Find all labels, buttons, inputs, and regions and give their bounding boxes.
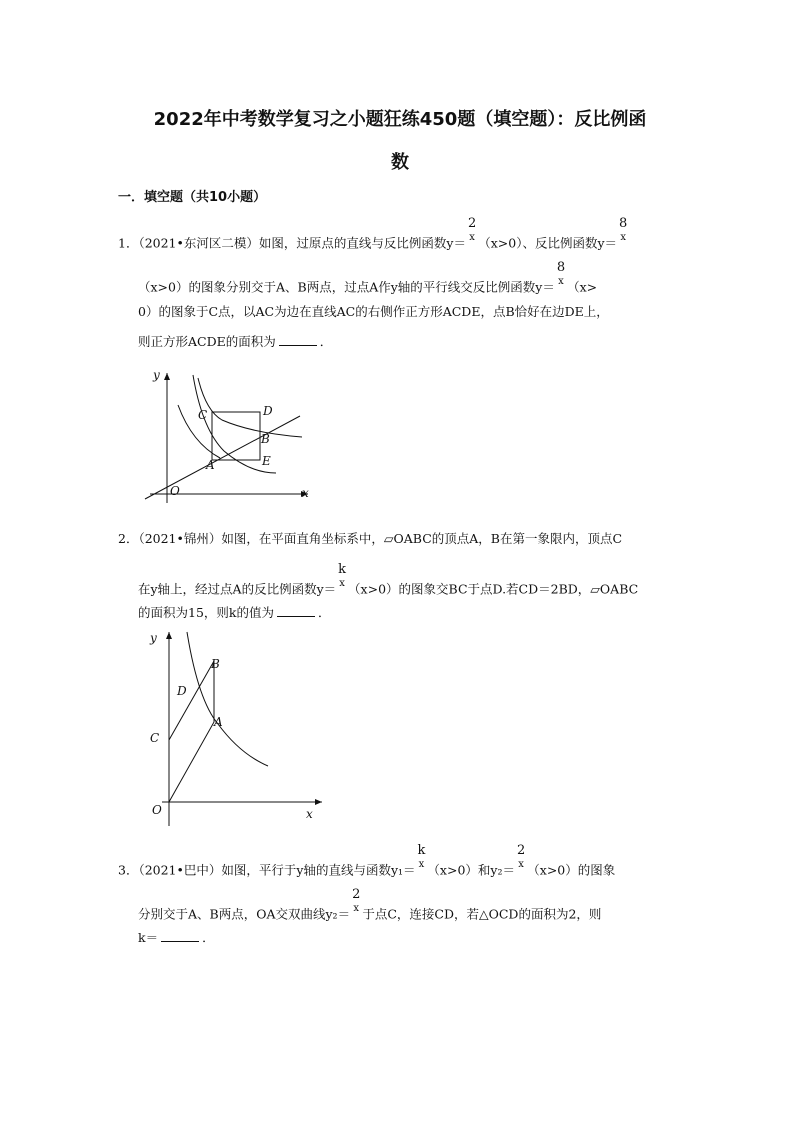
q2-line1: 2．（2021•锦州）如图，在平面直角坐标系中，▱OABC的顶点A，B在第一象限内，顶点C — [118, 531, 623, 546]
q1-text-a: 1．（2021•东河区二模）如图，过原点的直线与反比例函数 — [118, 235, 447, 251]
q1-label-A: A — [206, 458, 215, 472]
q1-line1 — [118, 216, 629, 256]
q1-frac3-num: 8 — [556, 260, 566, 275]
q3-y2eq: y₂＝ — [490, 862, 515, 878]
q2-side-OA — [169, 722, 214, 802]
q1-y-arrow — [164, 373, 170, 380]
q1-yeq: y＝ — [446, 235, 466, 251]
q1-label-x: x — [302, 486, 309, 500]
q2-frac — [338, 562, 347, 602]
q2-text-d: ． — [317, 605, 331, 620]
q1-frac3 — [556, 260, 566, 300]
q2-label-A: A — [214, 715, 223, 729]
q3-frac3-num: 2 — [352, 887, 361, 902]
q3-y1eq: y₁＝ — [390, 862, 416, 878]
q1-frac1 — [467, 216, 477, 256]
q1-label-D: D — [263, 404, 273, 418]
q2-line3 — [138, 605, 331, 621]
q1-line3: 0）的图象于C点，以AC为边在直线AC的右侧作正方形ACDE，点B恰好在边DE上， — [138, 304, 609, 319]
q2-text-b: （x>0）的图象交BC于点D.若CD＝2BD，▱OABC — [348, 581, 639, 597]
page-title: 2022年中考数学复习之小题狂练450题（填空题）：反比例函 — [153, 109, 647, 130]
q1-label-C: C — [198, 408, 208, 422]
q2-label-B: B — [211, 657, 220, 671]
q1-text-e: 则正方形ACDE的面积为 — [138, 334, 276, 349]
q2-x-arrow — [315, 799, 322, 805]
q3-frac2-den: x — [518, 859, 524, 870]
q3-frac3-den: x — [353, 903, 360, 914]
q1-figure — [140, 365, 320, 505]
q1-frac3-den: x — [558, 276, 564, 287]
page-title-cont: 数 — [391, 152, 409, 173]
q2-label-O: O — [152, 803, 162, 817]
q3-frac1-den: x — [418, 859, 425, 870]
q1-label-E: E — [262, 454, 271, 468]
q3-frac2-num: 2 — [516, 843, 526, 858]
q3-line2 — [138, 887, 602, 927]
section-heading: 一．填空题（共10小题） — [118, 190, 267, 205]
q3-y2eq-b: y₂＝ — [325, 906, 351, 922]
q2-y-arrow — [166, 632, 172, 639]
q1-label-B: B — [261, 432, 270, 446]
q3-text-b: （x>0）和 — [427, 862, 491, 878]
q1-square-ACDE — [212, 412, 260, 460]
q1-text-b: （x>0）、反比例函数 — [478, 235, 598, 251]
q1-text-f: ． — [319, 334, 333, 349]
q3-frac1-num: k — [417, 843, 426, 858]
q1-line2 — [138, 260, 598, 300]
q2-answer-blank[interactable] — [277, 616, 315, 617]
q1-frac2 — [619, 216, 628, 256]
q3-text-e: 于点C，连接CD，若△OCD的面积为2，则 — [362, 906, 602, 922]
q2-text-c: 的面积为15，则k的值为 — [138, 605, 274, 620]
q1-frac2-num: 8 — [619, 216, 628, 231]
q1-line-through-origin — [145, 416, 300, 499]
q3-frac2 — [516, 843, 526, 883]
q1-label-O: O — [170, 484, 180, 498]
q2-line2 — [138, 562, 639, 602]
q3-frac3 — [352, 887, 361, 927]
q2-side-BC — [169, 661, 214, 740]
q2-label-x: x — [306, 807, 313, 821]
q2-label-y: y — [150, 631, 157, 645]
q3-text-f: k＝ — [138, 930, 159, 945]
q2-hyperbola — [187, 632, 268, 766]
q3-text-c: （x>0）的图象 — [527, 862, 616, 878]
q3-answer-blank[interactable] — [161, 941, 199, 942]
q3-text-d: 分别交于A、B两点，OA交双曲线 — [138, 906, 326, 922]
q3-text-g: ． — [202, 930, 215, 945]
q2-frac-den: x — [339, 578, 345, 589]
q1-frac1-den: x — [469, 232, 475, 243]
q1-text-d: （x> — [567, 279, 598, 295]
q1-label-y: y — [153, 368, 160, 382]
q2-text-a: 在y轴上，经过点A的反比例函数 — [138, 581, 317, 597]
q2-yeq: y＝ — [316, 581, 337, 597]
q3-frac1 — [417, 843, 426, 883]
q2-figure — [140, 628, 330, 828]
q1-yeq2: y＝ — [597, 235, 618, 251]
q1-yeq3: y＝ — [535, 279, 555, 295]
q2-label-D: D — [177, 684, 187, 698]
q2-frac-num: k — [338, 562, 347, 577]
q1-line4 — [138, 334, 332, 350]
q3-line3 — [138, 930, 215, 946]
q1-answer-blank[interactable] — [279, 345, 317, 346]
q1-frac1-num: 2 — [467, 216, 477, 231]
q1-frac2-den: x — [620, 232, 626, 243]
q2-label-C: C — [150, 731, 160, 745]
q1-text-c: （x>0）的图象分别交于A、B两点，过点A作y轴的平行线交反比例函数 — [138, 279, 536, 295]
q3-text-a: 3．（2021•巴中）如图，平行于y轴的直线与函数 — [118, 862, 391, 878]
q1-curve-y8x — [198, 378, 302, 437]
q3-line1 — [118, 843, 616, 883]
